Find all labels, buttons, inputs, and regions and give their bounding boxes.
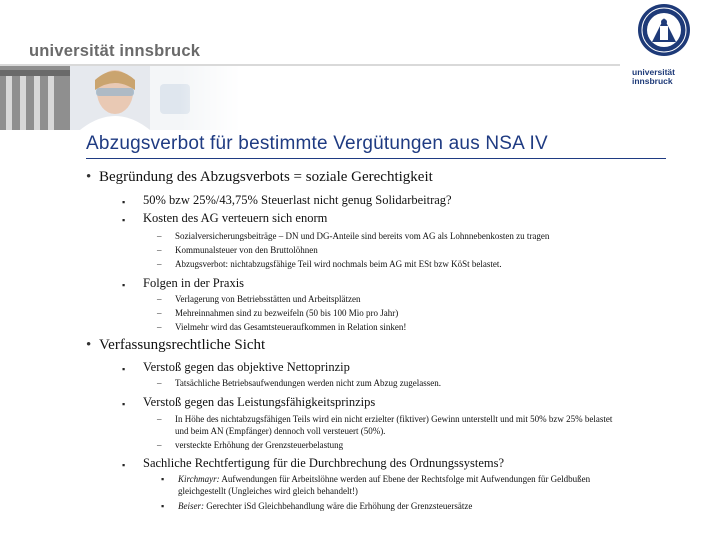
point-text: Verstoß gegen das Leistungsfähigkeitsprinzips [143,395,376,409]
bullet-dash: – [157,259,162,269]
bullet-dash: – [157,308,162,318]
bullet-dash: – [157,231,162,241]
bullet-dash: – [157,294,162,304]
sub-point-text: Abzugsverbot: nichtabzugsfähige Teil wird nochmals beim AG mit ESt bzw KöSt belastet. [175,259,502,269]
bullet-dash: – [157,440,162,450]
bullet-square: ▪ [122,460,126,470]
author-statement: Gerechter iSd Gleichbehandlung wäre die Erhöhung der Grenzsteuersätze [204,501,473,511]
bullet-small-square: ▪ [161,474,165,484]
bullet-dot: • [86,337,92,353]
bullet-dash: – [157,322,162,332]
bullet-square: ▪ [122,364,126,374]
author-statement: Aufwendungen für Arbeitslöhne werden auf Ebene der Rechtsfolge mit Aufwendungen für Geldbußen gleichgestellt (Ungleiches wird gleich behandelt!) [178,474,591,496]
university-wordmark: universität innsbruck [29,42,201,60]
point-text: Sachliche Rechtfertigung für die Durchbrechung des Ordnungssystems? [143,456,505,470]
sub-point-text: Kommunalsteuer von den Bruttolöhnen [175,245,318,255]
point-text: Kosten des AG verteuern sich enorm [143,211,328,225]
bullet-dash: – [157,245,162,255]
header-photo [0,66,240,130]
author-name: Beiser: [178,501,204,511]
sub-point-text: Sozialversicherungsbeiträge – DN und DG-Anteile sind bereits vom AG als Lohnnebenkosten zu tragen [175,231,550,241]
section-heading: Verfassungsrechtliche Sicht [99,337,266,353]
sub-point-text [178,474,608,497]
logo-caption-line2: innsbruck [632,76,673,86]
title-underline [86,158,666,159]
section-heading: Begründung des Abzugsverbots = soziale Gerechtigkeit [99,169,433,185]
bullet-square: ▪ [122,215,126,225]
sub-point-text [178,501,472,513]
bullet-dot: • [86,169,92,185]
sub-point-text: Vielmehr wird das Gesamtsteueraufkommen in Relation sinken! [175,322,407,332]
point-text: 50% bzw 25%/43,75% Steuerlast nicht genug Solidarbeitrag? [143,193,452,207]
slide-title: Abzugsverbot für bestimmte Vergütungen aus NSA IV [86,133,548,154]
sub-point-text: Tatsächliche Betriebsaufwendungen werden nicht zum Abzug zugelassen. [175,378,442,388]
sub-point-text: Mehreinnahmen sind zu bezweifeln (50 bis 100 Mio pro Jahr) [175,308,399,318]
logo-caption-line1: universität [632,67,675,77]
bullet-dash: – [157,414,162,424]
sub-point-text: versteckte Erhöhung der Grenzsteuerbelastung [175,440,344,450]
sub-point-text: Verlagerung von Betriebsstätten und Arbeitsplätzen [175,294,361,304]
logo-caption [632,68,675,86]
author-name: Kirchmayr: [178,474,220,484]
sub-point-text: In Höhe des nichtabzugsfähigen Teils wird ein nicht erzielter (fiktiver) Gewinn unterstellt und mit 50% bzw 25% belastet und beim AN (Empfänger) dennoch voll versteuert (50%). [175,414,613,436]
bullet-square: ▪ [122,280,126,290]
point-text: Folgen in der Praxis [143,276,245,290]
bullet-small-square: ▪ [161,501,165,511]
bullet-dash: – [157,378,162,388]
point-text: Verstoß gegen das objektive Nettoprinzip [143,360,350,374]
bullet-square: ▪ [122,399,126,409]
bullet-square: ▪ [122,197,126,207]
